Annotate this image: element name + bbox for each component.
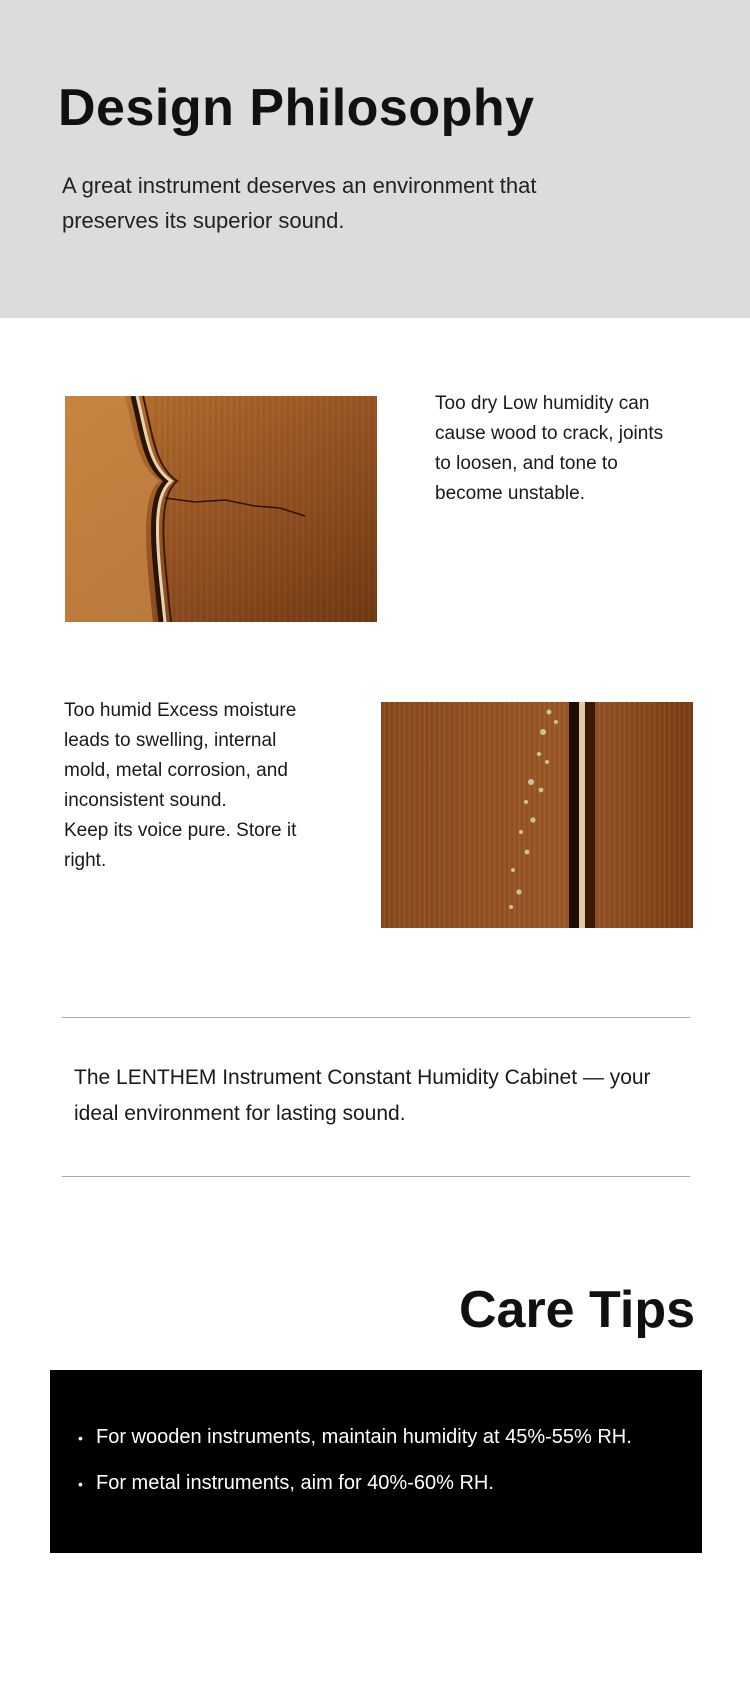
cracked-wood-image: [65, 396, 377, 622]
bullet-icon: •: [78, 1476, 83, 1492]
brand-statement: The LENTHEM Instrument Constant Humidity Cabinet — your ideal environment for lasting sound.: [74, 1066, 651, 1125]
hero-section: [0, 0, 750, 318]
page-title: Design Philosophy: [58, 79, 535, 137]
keep-voice-pure-text: Keep its voice pure. Store it right.: [64, 820, 297, 871]
care-tips-box: [50, 1370, 702, 1553]
moldy-wood-image: [381, 702, 693, 928]
too-humid-text: [64, 696, 309, 876]
hero-subtitle: A great instrument deserves an environment that preserves its superior sound.: [62, 173, 537, 233]
bullet-icon: •: [78, 1430, 83, 1446]
tip-text: For wooden instruments, maintain humidity at 45%-55% RH.: [96, 1426, 632, 1448]
divider: [62, 1176, 690, 1177]
list-item: [78, 1471, 632, 1496]
care-tips-list: [78, 1425, 632, 1517]
too-dry-text: Too dry Low humidity can cause wood to crack, joints to loosen, and tone to become unstable.: [435, 393, 664, 504]
list-item: [78, 1425, 632, 1450]
care-tips-title: Care Tips: [458, 1281, 695, 1339]
tip-text: For metal instruments, aim for 40%-60% RH.: [96, 1472, 494, 1494]
divider: [62, 1017, 690, 1018]
too-humid-description: Too humid Excess moisture leads to swelling, internal mold, metal corrosion, and inconsistent sound.: [64, 700, 297, 811]
